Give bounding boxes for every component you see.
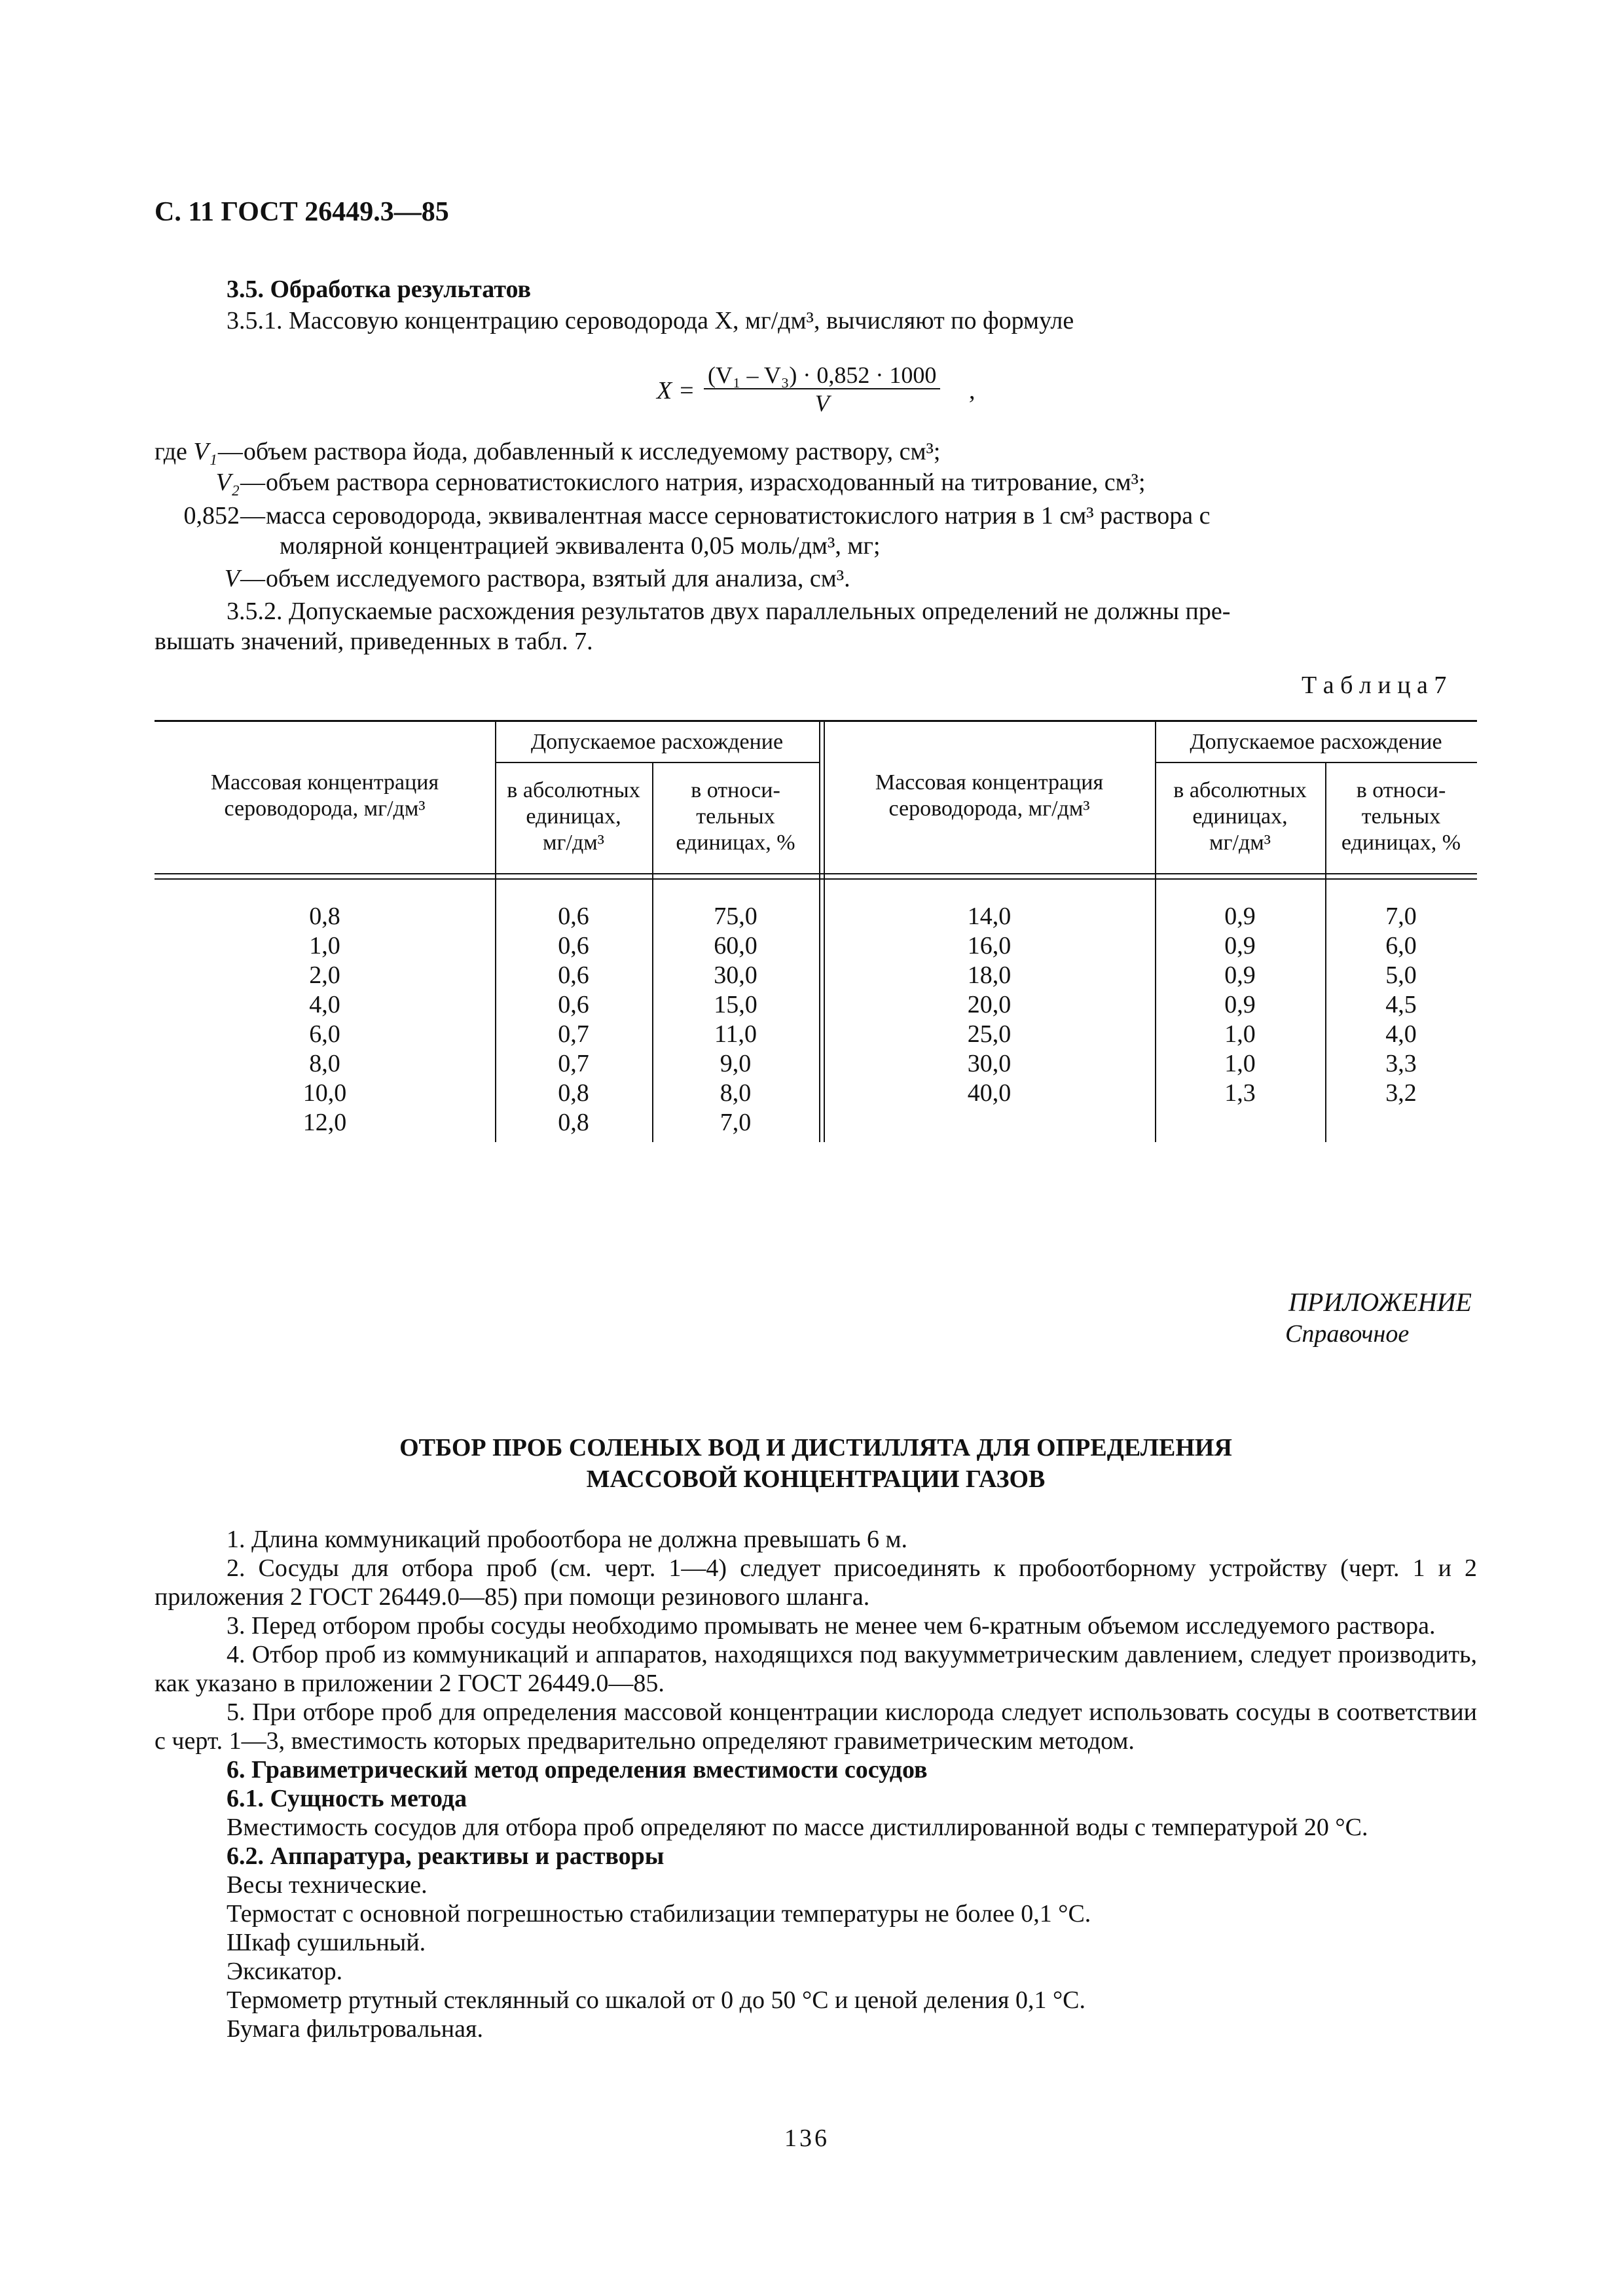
header-line: в относи- <box>691 778 780 802</box>
header-absolute <box>1155 778 1325 856</box>
paragraph: вышать значений, приведенных в табл. 7. <box>155 628 593 655</box>
appendix-type: Справочное <box>1285 1320 1410 1348</box>
table-cell: 16,0 <box>967 932 1012 960</box>
header-concentration <box>824 770 1155 822</box>
header-line: сероводорода, мг/дм³ <box>888 797 1090 821</box>
header-allowed: Допускаемое расхождение <box>530 730 784 754</box>
table-cell: 8,0 <box>309 1050 340 1077</box>
table-cell: 4,5 <box>1385 991 1417 1018</box>
table-cell: 5,0 <box>1385 961 1417 989</box>
where-text: объем раствора йода, добавленный к исследуемому раствору, см³; <box>243 438 941 465</box>
table-cell: 6,0 <box>309 1020 340 1048</box>
table-cell: 10,0 <box>302 1079 347 1107</box>
list-item: Бумага фильтровальная. <box>227 2015 483 2043</box>
table-cell: 8,0 <box>720 1079 752 1107</box>
where-symbol: V <box>224 565 240 592</box>
column-left-relative <box>652 902 819 1138</box>
table-cell: 1,3 <box>1224 1079 1256 1107</box>
table-7 <box>155 720 1477 1142</box>
table-cell: 40,0 <box>967 1079 1012 1107</box>
table-cell: 0,9 <box>1224 932 1256 960</box>
header-relative <box>652 778 819 856</box>
section-title: 6. Гравиметрический метод определения вместимости сосудов <box>227 1756 928 1784</box>
section-title: 6.1. Сущность метода <box>227 1785 467 1812</box>
dash: — <box>240 565 265 592</box>
header-line: единицах, % <box>1341 831 1461 855</box>
formula-numerator: (V₁ – V₃) · 0,852 · 1000 <box>704 362 940 389</box>
header-concentration <box>155 770 495 822</box>
table-cell: 4,0 <box>1385 1020 1417 1048</box>
where-item <box>155 501 1210 530</box>
where-symbol: 0,852 <box>183 502 240 529</box>
formula-fraction <box>704 362 940 417</box>
table-top-rule <box>155 720 1477 722</box>
header-line: в абсолютных <box>1173 778 1307 802</box>
list-item: 4. Отбор проб из коммуникаций и аппаратов, находящихся под вакуумметрическим давлением, следует производить, как указано в приложении 2 ГОСТ 26449.0—85. <box>155 1641 1477 1697</box>
table-cell: 14,0 <box>967 903 1012 930</box>
where-item <box>155 468 1146 497</box>
section-title: 6.2. Аппаратура, реактивы и растворы <box>227 1842 665 1870</box>
where-text: объем исследуемого раствора, взятый для анализа, см³. <box>266 565 850 592</box>
where-item <box>155 437 940 466</box>
table-cell: 0,9 <box>1224 903 1256 930</box>
table-cell: 0,6 <box>558 991 589 1018</box>
header-line: мг/дм³ <box>1209 831 1271 855</box>
where-prefix: где <box>155 438 187 465</box>
where-item <box>155 564 850 593</box>
header-line: единицах, <box>1192 804 1288 829</box>
table-cell: 0,7 <box>558 1020 589 1048</box>
appendix-title: ОТБОР ПРОБ СОЛЕНЫХ ВОД И ДИСТИЛЛЯТА ДЛЯ ОПРЕДЕЛЕНИЯ <box>399 1434 1232 1462</box>
header-line: тельных <box>1361 804 1441 829</box>
list-item: 5. При отборе проб для определения массовой концентрации кислорода следует использовать сосуды в соответствии с черт. 1—3, вместимость которых предварительно определяют гравиметрическим методом. <box>155 1698 1477 1755</box>
header-bottom-rule <box>155 873 1477 874</box>
table-cell: 11,0 <box>714 1020 757 1048</box>
table-cell: 3,2 <box>1385 1079 1417 1107</box>
table-cell: 15,0 <box>714 991 757 1018</box>
list-item: Весы технические. <box>227 1871 428 1899</box>
table-cell: 0,8 <box>558 1109 589 1136</box>
dash: — <box>240 502 265 529</box>
table-cell: 25,0 <box>967 1020 1012 1048</box>
where-text: объем раствора серноватистокислого натрия, израсходованный на титрование, см³; <box>266 469 1146 496</box>
header-line: в относи- <box>1356 778 1446 802</box>
formula-tail: , <box>969 377 976 404</box>
table-cell: 6,0 <box>1385 932 1417 960</box>
section-title: 3.5. Обработка результатов <box>227 276 532 303</box>
column-left-concentration <box>155 902 495 1138</box>
column-rule <box>819 720 820 1142</box>
paragraph: 3.5.1. Массовую концентрацию сероводорода X, мг/дм³, вычисляют по формуле <box>227 307 1074 334</box>
table-cell: 60,0 <box>714 932 757 960</box>
header-line: тельных <box>696 804 775 829</box>
table-cell: 9,0 <box>720 1050 752 1077</box>
header-line: единицах, % <box>676 831 795 855</box>
header-relative <box>1325 778 1477 856</box>
where-text: масса сероводорода, эквивалентная массе серноватистокислого натрия в 1 см³ раствора с <box>266 502 1211 529</box>
table-cell: 2,0 <box>309 961 340 989</box>
paragraph: Вместимость сосудов для отбора проб определяют по массе дистиллированной воды с температурой 20 °С. <box>227 1814 1368 1841</box>
table-cell: 12,0 <box>302 1109 347 1136</box>
item-list <box>155 1525 1477 2043</box>
header-rule <box>495 762 819 763</box>
table-cell: 7,0 <box>720 1109 752 1136</box>
list-item: 1. Длина коммуникаций пробоотбора не должна превышать 6 м. <box>227 1526 907 1553</box>
table-cell: 18,0 <box>967 961 1012 989</box>
list-item: Термостат с основной погрешностью стабилизации температуры не более 0,1 °С. <box>227 1900 1091 1928</box>
dash: — <box>217 438 243 465</box>
header-bottom-rule <box>155 878 1477 880</box>
table-cell: 1,0 <box>1224 1050 1256 1077</box>
page-number: 136 <box>784 2125 830 2152</box>
formula-denominator: V <box>814 390 830 416</box>
table-cell: 20,0 <box>967 991 1012 1018</box>
header-rule <box>1155 762 1477 763</box>
table-cell: 0,7 <box>558 1050 589 1077</box>
paragraph: 3.5.2. Допускаемые расхождения результатов двух параллельных определений не должны пре- <box>227 598 1231 625</box>
header-allowed: Допускаемое расхождение <box>1190 730 1442 754</box>
table-cell: 0,9 <box>1224 961 1256 989</box>
header-line: в абсолютных <box>507 778 640 802</box>
dash: — <box>240 469 265 496</box>
list-item: Шкаф сушильный. <box>227 1929 426 1956</box>
where-symbol: V₂ <box>215 469 240 496</box>
table-cell: 0,6 <box>558 903 589 930</box>
header-line: сероводорода, мг/дм³ <box>224 797 426 821</box>
table-cell: 30,0 <box>714 961 757 989</box>
appendix-label: ПРИЛОЖЕНИЕ <box>1288 1287 1472 1317</box>
table-cell: 3,3 <box>1385 1050 1417 1077</box>
table-cell: 0,6 <box>558 932 589 960</box>
header-line: мг/дм³ <box>543 831 604 855</box>
column-right-absolute <box>1155 902 1325 1108</box>
table-cell: 1,0 <box>1224 1020 1256 1048</box>
formula-lhs: X = <box>657 377 695 404</box>
table-cell: 0,9 <box>1224 991 1256 1018</box>
table-cell: 1,0 <box>309 932 340 960</box>
header-line: Массовая концентрация <box>875 770 1104 795</box>
list-item: 2. Сосуды для отбора проб (см. черт. 1—4) следует присоединять к пробоотборному устройству (черт. 1 и 2 приложения 2 ГОСТ 26449.0—85) при помощи резинового шланга. <box>155 1554 1477 1611</box>
table-cell: 4,0 <box>309 991 340 1018</box>
where-symbol: V₁ <box>193 438 217 465</box>
column-left-absolute <box>495 902 652 1138</box>
where-continuation: молярной концентрацией эквивалента 0,05 моль/дм³, мг; <box>280 532 881 560</box>
list-item: Эксикатор. <box>227 1958 343 1985</box>
table-cell: 30,0 <box>967 1050 1012 1077</box>
header-absolute <box>495 778 652 856</box>
list-item: Термометр ртутный стеклянный со шкалой от 0 до 50 °С и ценой деления 0,1 °С. <box>227 1986 1085 2014</box>
header-line: единицах, <box>526 804 621 829</box>
table-cell: 0,6 <box>558 961 589 989</box>
list-item: 3. Перед отбором пробы сосуды необходимо промывать не менее чем 6-кратным объемом исследуемого раствора. <box>227 1612 1436 1640</box>
column-right-relative <box>1325 902 1477 1108</box>
column-right-concentration <box>824 902 1155 1108</box>
table-cell: 7,0 <box>1385 903 1417 930</box>
appendix-title: МАССОВОЙ КОНЦЕНТРАЦИИ ГАЗОВ <box>586 1465 1046 1493</box>
table-cell: 0,8 <box>558 1079 589 1107</box>
header-line: Массовая концентрация <box>210 770 439 795</box>
table-cell: 0,8 <box>309 903 340 930</box>
page-header: С. 11 ГОСТ 26449.3—85 <box>155 197 449 227</box>
table-caption: Т а б л и ц а 7 <box>1302 672 1447 699</box>
table-cell: 75,0 <box>714 903 757 930</box>
